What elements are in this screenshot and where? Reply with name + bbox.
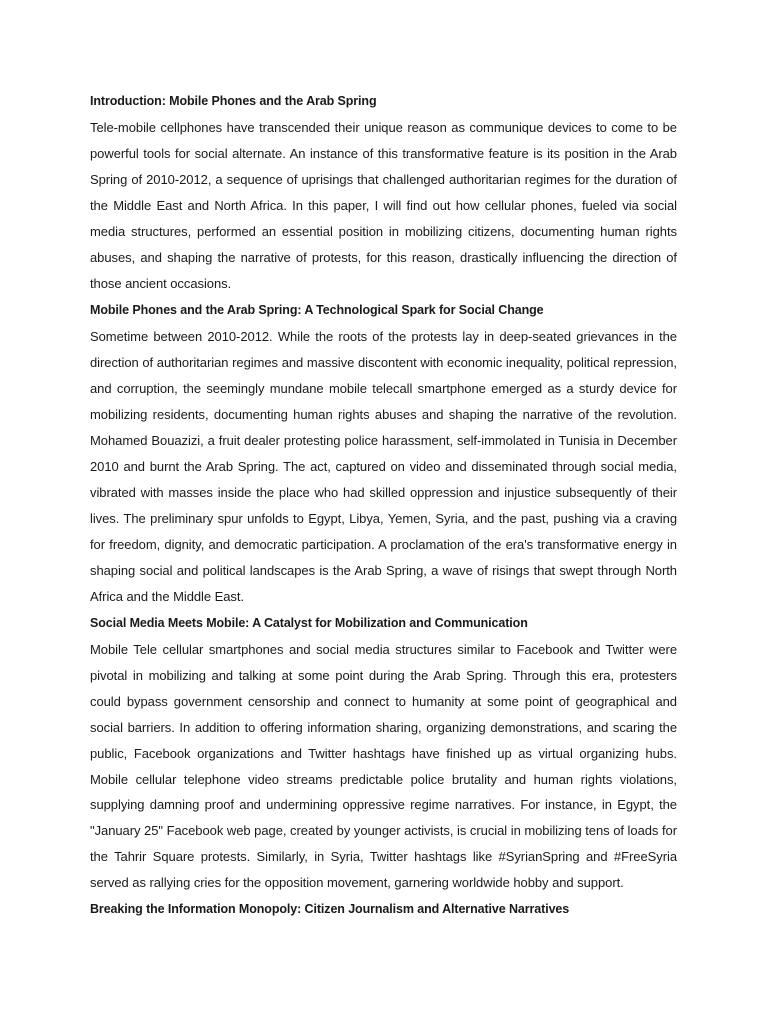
section-heading: Social Media Meets Mobile: A Catalyst for Mobilization and Communication: [90, 616, 528, 630]
section-technological-spark: [90, 301, 677, 610]
section-citizen-journalism: [90, 900, 677, 918]
section-heading: Mobile Phones and the Arab Spring: A Technological Spark for Social Change: [90, 303, 544, 317]
section-heading: Breaking the Information Monopoly: Citizen Journalism and Alternative Narratives: [90, 902, 570, 917]
section-paragraph: Mobile Tele cellular smartphones and social media structures similar to Facebook and Twitter were pivotal in mobilizing and talking at some point during the Arab Spring. Through this era, protesters could bypass government censorship and connect to humanity at some point of geographical and social barriers. In addition to offering information sharing, organizing demonstrations, and scaring the public, Facebook organizations and Twitter hashtags have finished up as virtual organizing hubs. Mobile cellular telephone video streams predictable police brutality and human rights violations, supplying damning proof and undermining oppressive regime narratives. For instance, in Egypt, the "January 25" Facebook web page, created by younger activists, is crucial in mobilizing tens of loads for the Tahrir Square protests. Similarly, in Syria, Twitter hashtags like #SyrianSpring and #FreeSyria served as rallying cries for the opposition movement, garnering worldwide hobby and support.: [90, 642, 677, 891]
section-introduction: [90, 92, 677, 297]
section-paragraph: Tele-mobile cellphones have transcended their unique reason as communique devices to come to be powerful tools for social alternate. An instance of this transformative feature is its position in the Arab Spring of 2010-2012, a sequence of uprisings that challenged authoritarian regimes for the duration of the Middle East and North Africa. In this paper, I will find out how cellular phones, fueled via social media structures, performed an essential position in mobilizing citizens, documenting human rights abuses, and shaping the narrative of protests, for this reason, drastically influencing the direction of those ancient occasions.: [90, 120, 677, 291]
section-social-media: [90, 614, 677, 896]
section-paragraph: Sometime between 2010-2012. While the roots of the protests lay in deep-seated grievances in the direction of authoritarian regimes and massive discontent with economic inequality, political repression, and corruption, the seemingly mundane mobile telecall smartphone emerged as a sturdy device for mobilizing residents, documenting human rights abuses and shaping the narrative of the revolution. Mohamed Bouazizi, a fruit dealer protesting police harassment, self-immolated in Tunisia in December 2010 and burnt the Arab Spring. The act, captured on video and disseminated through social media, vibrated with masses inside the place who had skilled oppression and injustice subsequently of their lives. The preliminary spur unfolds to Egypt, Libya, Yemen, Syria, and the past, pushing via a craving for freedom, dignity, and democratic participation. A proclamation of the era's transformative energy in shaping social and political landscapes is the Arab Spring, a wave of risings that swept through North Africa and the Middle East.: [90, 329, 677, 604]
document-page: [90, 92, 677, 923]
section-heading: Introduction: Mobile Phones and the Arab Spring: [90, 94, 377, 108]
